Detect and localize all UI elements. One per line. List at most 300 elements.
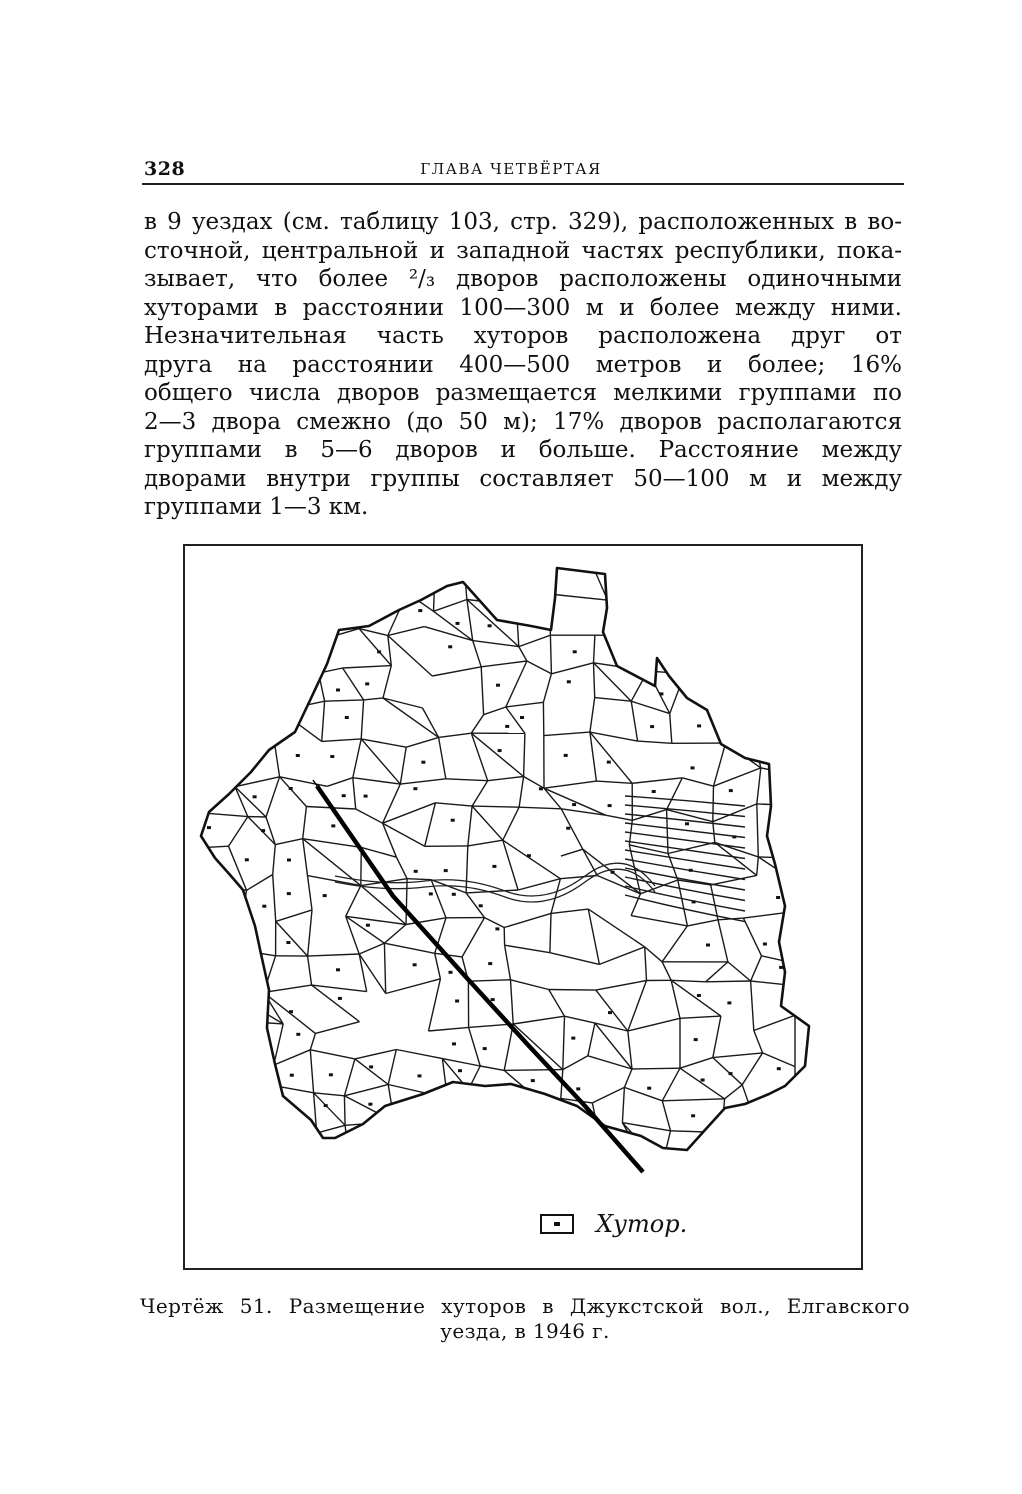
khutor-marker [455,1000,459,1003]
running-head: ГЛАВА ЧЕТВЁРТАЯ [420,160,602,178]
khutor-marker [205,698,209,701]
parcel-boundary [588,1023,595,1056]
parcel-boundary [680,1068,725,1099]
parcel-boundary [745,592,751,632]
khutor-marker [336,1150,340,1153]
parcel-boundary [195,979,230,992]
khutor-marker [216,763,220,766]
parcel-boundary [481,667,483,715]
khutor-marker [372,574,376,577]
parcel-boundary [388,636,432,677]
parcel-boundary [516,566,525,605]
parcel-boundary [671,566,683,594]
parcel-boundary [484,707,506,715]
khutor-marker [413,963,417,966]
header-rule [142,183,904,185]
parcel-boundary [229,1049,237,1092]
parcel-boundary [268,639,312,642]
parcel-boundary [671,594,723,598]
parcel-boundary [273,732,280,777]
khutor-marker [488,962,492,965]
parcel-boundary [645,947,662,962]
parcel-boundary [628,594,671,603]
parcel-boundary [280,701,325,711]
khutor-marker [647,1087,651,1090]
parcel-boundary [472,806,519,807]
parcel-boundary [383,666,391,698]
parcel-boundary [722,1099,725,1133]
parcel-boundary [468,806,472,846]
parcel-boundary [472,806,503,840]
khutor-marker [564,754,568,757]
parcel-boundary [343,668,364,700]
parcel-boundary [383,823,425,846]
parcel-boundary [314,1093,345,1096]
parcel-boundary [429,979,441,1031]
parcel-boundary [742,698,795,710]
parcel-boundary [505,945,511,980]
khutor-marker [331,824,335,827]
parcel-boundary [308,910,312,956]
strip-field [625,796,745,806]
parcel-boundary [599,1135,606,1166]
parcel-boundary [195,680,226,712]
parcel-boundary [312,594,314,642]
parcel-boundary [273,711,280,732]
parcel-boundary [550,913,551,952]
parcel-boundary [671,980,706,982]
khutor-marker [689,869,693,872]
parcel-boundary [327,778,353,787]
khutor-marker [211,723,215,726]
khutor-marker [650,725,654,728]
parcel-boundary [596,981,647,991]
khutor-marker [496,684,500,687]
parcel-boundary [744,566,795,611]
parcel-boundary [195,631,245,636]
body-line: общего числа дворов размещается мелкими группами по [144,380,902,406]
parcel-boundary [485,918,505,928]
khutor-marker [491,998,495,1001]
khutor-marker [220,870,224,873]
parcel-boundary [229,1049,273,1065]
khutor-marker [739,1121,743,1124]
parcel-boundary [233,1021,284,1024]
khutor-marker [701,1079,705,1082]
parcel-boundary [518,879,560,890]
parcel-boundary [353,778,401,784]
parcel-boundary [506,707,525,733]
parcel-boundary [344,1059,355,1096]
khutor-marker [776,896,780,899]
parcel-boundary [751,956,762,981]
parcel-boundary [670,714,672,744]
parcel-boundary [195,697,225,742]
parcel-boundary [308,956,312,985]
parcel-boundary [447,1090,468,1098]
khutor-marker [608,804,612,807]
khutor-legend-icon [540,1214,574,1234]
parcel-boundary [400,747,406,784]
parcel-boundary [673,631,708,642]
parcel-boundary [624,1069,632,1087]
strip-field [625,859,745,880]
khutor-marker [774,783,778,786]
parcel-boundary [468,840,503,846]
parcel-boundary [344,1085,388,1096]
parcel-boundary [762,1139,795,1141]
parcel-boundary [278,1086,313,1092]
khutor-marker [330,755,334,758]
parcel-boundary [628,1018,680,1031]
parcel-boundary [266,777,280,817]
parcel-boundary [551,909,588,913]
khutor-marker [211,1146,215,1149]
parcel-boundary [631,701,637,741]
parcel-boundary [480,1066,504,1070]
parcel-boundary [284,673,318,677]
parcel-boundary [527,661,552,674]
khutor-marker [763,943,767,946]
khutor-marker [340,609,344,612]
village-lane [335,869,655,902]
parcel-boundary [317,1125,345,1133]
parcel-boundary [434,611,473,640]
parcel-boundary [384,943,385,993]
khutor-marker [459,1116,463,1119]
parcel-boundary [742,1053,762,1085]
parcel-boundary [344,1096,345,1126]
khutor-marker [345,716,349,719]
parcel-boundary [751,981,754,1031]
parcel-boundary [317,1133,320,1166]
parcel-boundary [631,916,687,926]
parcel-boundary [230,920,241,949]
parcel-boundary [513,1024,563,1070]
parcel-boundary [722,592,751,598]
body-line: сточной, центральной и западной частях республики, пока- [144,237,902,264]
parcel-boundary [195,601,228,605]
khutor-marker [289,787,293,790]
parcel-boundary [308,876,313,910]
khutor-marker [244,1104,248,1107]
khutor-marker [207,826,211,829]
parcel-boundary [263,1125,320,1166]
parcel-boundary [711,875,757,885]
parcel-boundary [628,602,644,635]
parcel-boundary [435,953,441,979]
parcel-boundary [245,636,268,639]
parcel-boundary [388,636,392,666]
parcel-boundary [667,778,683,810]
parcel-boundary [406,737,438,747]
parcel-boundary [757,804,759,857]
parcel-boundary [561,849,583,856]
parcel-boundary [543,674,551,703]
parcel-boundary [268,639,284,677]
parcel-boundary [237,1086,278,1092]
khutor-marker [498,749,502,752]
khutor-marker [535,1109,539,1112]
khutor-marker [567,680,571,683]
parcel-boundary [230,949,276,956]
parcel-boundary [195,949,230,954]
parcel-boundary [310,1050,313,1093]
parcel-boundary [345,1122,394,1126]
khutor-marker [580,1114,584,1117]
khutor-marker [697,994,701,997]
parcel-boundary [346,916,360,954]
khutor-marker [520,716,524,719]
parcel-boundary [714,743,726,786]
khutor-marker [779,966,783,969]
parcel-boundary [751,981,795,986]
parcel-boundary [195,1126,228,1166]
khutor-marker [452,1042,456,1045]
khutor-marker [253,795,257,798]
parcel-boundary [662,1101,670,1131]
parcel-boundary [195,846,229,848]
khutor-marker [495,927,499,930]
khutor-marker [685,1152,689,1155]
khutor-marker [732,835,736,838]
parcel-boundary [509,1141,521,1166]
parcel-boundary [713,786,714,822]
parcel-boundary [671,594,674,632]
khutor-marker [222,613,226,616]
parcel-boundary [228,603,266,606]
body-line: в 9 уездах (см. таблицу 103, стр. 329), расположенных в во- [144,209,902,235]
parcel-boundary [424,627,472,641]
parcel-boundary [195,812,248,816]
parcel-boundary [435,1120,477,1135]
parcel-boundary [632,778,682,784]
body-line: группами в 5—6 дворов и больше. Расстояние между [144,437,902,463]
parcel-boundary [565,1016,595,1023]
parcel-boundary [550,635,551,674]
khutor-marker [323,894,327,897]
khutor-marker [448,645,452,648]
parcel-boundary [469,1027,481,1066]
khutor-marker [451,819,455,822]
parcel-boundary [594,635,595,663]
khutor-marker [287,859,291,862]
parcel-boundary [305,566,315,594]
parcel-boundary [624,1087,662,1100]
khutor-marker [295,575,299,578]
parcel-boundary [563,1016,565,1069]
khutor-marker [527,854,531,857]
parcel-boundary [519,807,561,809]
khutor-marker [369,1065,373,1068]
khutor-marker [777,1067,781,1070]
parcel-boundary [388,1050,396,1085]
parcel-boundary [742,681,763,710]
parcel-boundary [310,1033,315,1049]
parcel-boundary [561,809,583,849]
parcel-boundary [706,700,726,743]
parcel-boundary [195,697,226,712]
khutor-marker [286,941,290,944]
parcel-boundary [263,1086,279,1124]
parcel-boundary [678,880,688,926]
parcel-boundary [519,635,551,646]
parcel-boundary [503,840,561,879]
parcel-boundary [511,980,549,990]
parcel-boundary [346,886,361,917]
parcel-boundary [719,566,722,598]
parcel-boundary [325,700,364,701]
khutor-marker [452,893,456,896]
parcel-boundary [622,1087,624,1122]
parcel-boundary [343,611,359,629]
parcel-boundary [228,605,245,636]
khutor-marker [262,905,266,908]
khutor-marker [762,1114,766,1117]
khutor-marker [287,892,291,895]
parcel-boundary [520,1090,527,1141]
parcel-boundary [353,778,356,809]
khutor-marker [729,1072,733,1075]
body-line: Незначительная часть хуторов расположена друг от [144,323,902,349]
khutor-marker [691,766,695,769]
parcel-boundary [761,768,795,775]
parcel-boundary [247,677,284,681]
parcel-boundary [195,954,230,992]
parcel-boundary [708,598,722,642]
parcel-boundary [384,943,434,953]
strip-field [625,832,745,848]
parcel-boundary [230,992,233,1021]
parcel-boundary [551,879,560,914]
khutor-marker [456,622,460,625]
khutor-map [185,546,861,1268]
khutor-marker [479,904,483,907]
parcel-boundary [466,846,468,893]
khutor-marker [261,829,265,832]
parcel-boundary [462,918,484,957]
parcel-boundary [662,1068,680,1101]
khutor-marker [220,651,224,654]
caption-line: Чертёж 51. Размещение хуторов в Джукстской вол., Елгавского [140,1294,910,1318]
parcel-boundary [520,1139,550,1141]
legend [540,1210,687,1238]
khutor-marker [685,822,689,825]
parcel-boundary [431,1120,435,1166]
parcel-boundary [235,787,266,817]
parcel-boundary [762,956,796,964]
khutor-marker [608,1011,612,1014]
parcel-boundary [273,875,276,922]
parcel-boundary [588,909,644,947]
parcel-boundary [266,594,315,602]
parcel-boundary [608,600,628,602]
parcel-boundary [524,733,525,776]
khutor-marker [695,646,699,649]
parcel-boundary [429,1027,469,1031]
khutor-marker [254,1044,258,1047]
khutor-marker [731,608,735,611]
khutor-marker [371,1147,375,1150]
parcel-boundary [361,700,363,739]
khutor-marker [626,619,630,622]
parcel-boundary [356,809,383,823]
parcel-boundary [435,1098,448,1120]
khutor-marker [342,794,346,797]
khutor-marker [213,937,217,940]
parcel-boundary [718,920,728,962]
parcel-boundary [406,879,407,925]
khutor-marker [690,688,694,691]
parcel-boundary [439,737,446,778]
khutor-marker [296,1033,300,1036]
figure-caption [140,1294,910,1344]
khutor-marker [258,695,262,698]
parcel-boundary [519,647,527,661]
parcel-boundary [276,910,312,922]
khutor-marker [531,1079,535,1082]
parcel-boundary [742,710,753,734]
parcel-boundary [594,663,632,701]
parcel-boundary [276,921,308,956]
parcel-boundary [583,849,597,875]
parcel-boundary [343,666,392,668]
parcel-boundary [435,803,472,806]
parcel-boundary [355,1059,388,1085]
khutor-marker [216,898,220,901]
parcel-boundary [549,594,607,600]
parcel-boundary [708,642,714,664]
parcel-boundary [544,781,596,788]
parcel-boundary [708,632,745,642]
parcel-boundary [467,600,473,641]
parcel-boundary [644,631,674,635]
parcel-boundary [503,840,518,890]
parcel-boundary [520,1141,550,1166]
parcel-boundary [322,701,325,741]
khutor-marker [365,682,369,685]
khutor-marker [572,803,576,806]
parcel-boundary [599,947,644,965]
parcel-boundary [228,605,268,639]
parcel-boundary [467,600,516,606]
khutor-marker [293,652,297,655]
parcel-boundary [266,603,268,639]
parcel-boundary [322,739,362,742]
khutor-marker [368,1103,372,1106]
caption-line: уезда, в 1946 г. [440,1319,610,1343]
parcel-boundary [550,1135,599,1139]
parcel-boundary [343,593,407,611]
khutor-marker [571,1037,575,1040]
khutor-marker [768,590,772,593]
khutor-marker [444,869,448,872]
parcel-boundary [706,962,728,982]
khutor-marker [667,656,671,659]
parcel-boundary [264,985,312,992]
parcel-boundary [473,641,482,667]
parcel-boundary [743,911,795,918]
parcel-boundary [763,667,795,681]
parcel-boundary [386,979,441,994]
parcel-boundary [394,1120,435,1121]
parcel-boundary [481,661,527,667]
parcel-boundary [229,1021,232,1049]
parcel-boundary [273,845,276,875]
khutor-marker [245,858,249,861]
parcel-boundary [687,920,718,926]
parcel-boundary [549,990,596,991]
